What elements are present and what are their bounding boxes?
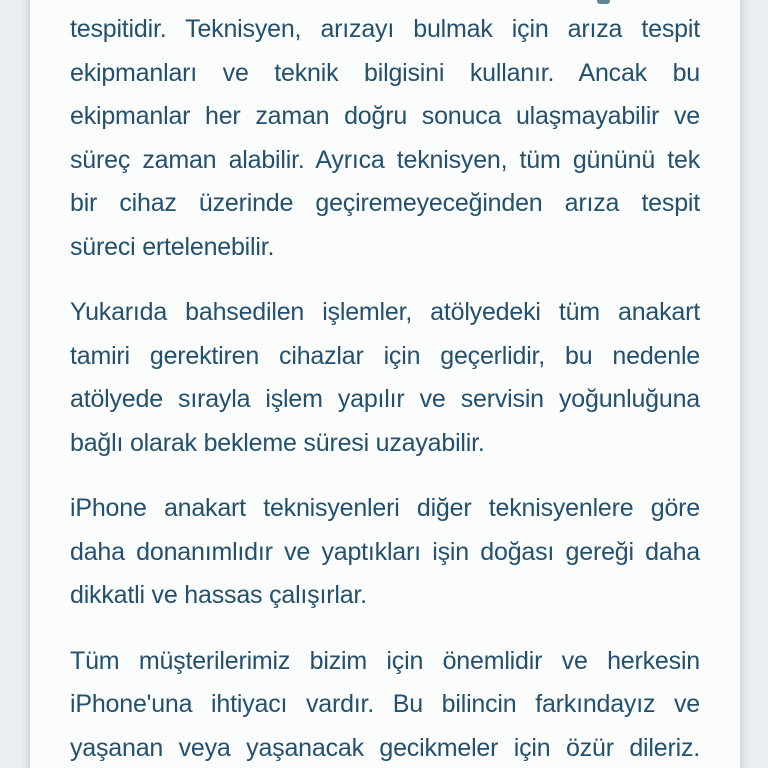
text-line: ekipmanları ve teknik bilgisini kullanır. Ancak bu bbox=[70, 58, 700, 87]
text-line: daha donanımlıdır ve yaptıkları işin doğası gereği daha bbox=[70, 537, 700, 566]
paragraph bbox=[70, 640, 700, 768]
text-line: Yukarıda bahsedilen işlemler, atölyedeki tüm anakart bbox=[70, 298, 700, 326]
text-line: dikkatli ve hassas çalışırlar. bbox=[70, 581, 367, 609]
paragraph bbox=[70, 8, 700, 269]
text-line: bağlı olarak bekleme süresi uzayabilir. bbox=[70, 428, 485, 457]
text-line: ekipmanlar her zaman doğru sonuca ulaşmayabilir ve bbox=[70, 102, 700, 130]
text-line: tamiri gerektiren cihazlar için geçerlidir, bu nedenle bbox=[70, 341, 700, 370]
text-line: iPhone'una ihtiyacı vardır. Bu bilincin farkındayız ve bbox=[70, 690, 700, 718]
article-text bbox=[30, 0, 740, 768]
text-line: bir cihaz üzerinde geçiremeyeceğinden arıza tespit bbox=[70, 189, 700, 217]
content-card bbox=[30, 0, 740, 768]
paragraph bbox=[70, 291, 700, 465]
cutoff-text-fragment bbox=[597, 0, 610, 4]
text-line: süreci ertelenebilir. bbox=[70, 232, 275, 261]
text-line: tespitidir. Teknisyen, arızayı bulmak için arıza tespit bbox=[70, 15, 700, 43]
paragraph bbox=[70, 487, 700, 618]
text-line: süreç zaman alabilir. Ayrıca teknisyen, tüm gününü tek bbox=[70, 145, 700, 174]
text-line: atölyede sırayla işlem yapılır ve servisin yoğunluğuna bbox=[70, 385, 700, 413]
text-line: iPhone anakart teknisyenleri diğer teknisyenlere göre bbox=[70, 494, 700, 522]
text-line: yaşanan veya yaşanacak gecikmeler için özür dileriz. bbox=[70, 733, 700, 762]
text-line: Tüm müşterilerimiz bizim için önemlidir ve herkesin bbox=[70, 646, 700, 675]
